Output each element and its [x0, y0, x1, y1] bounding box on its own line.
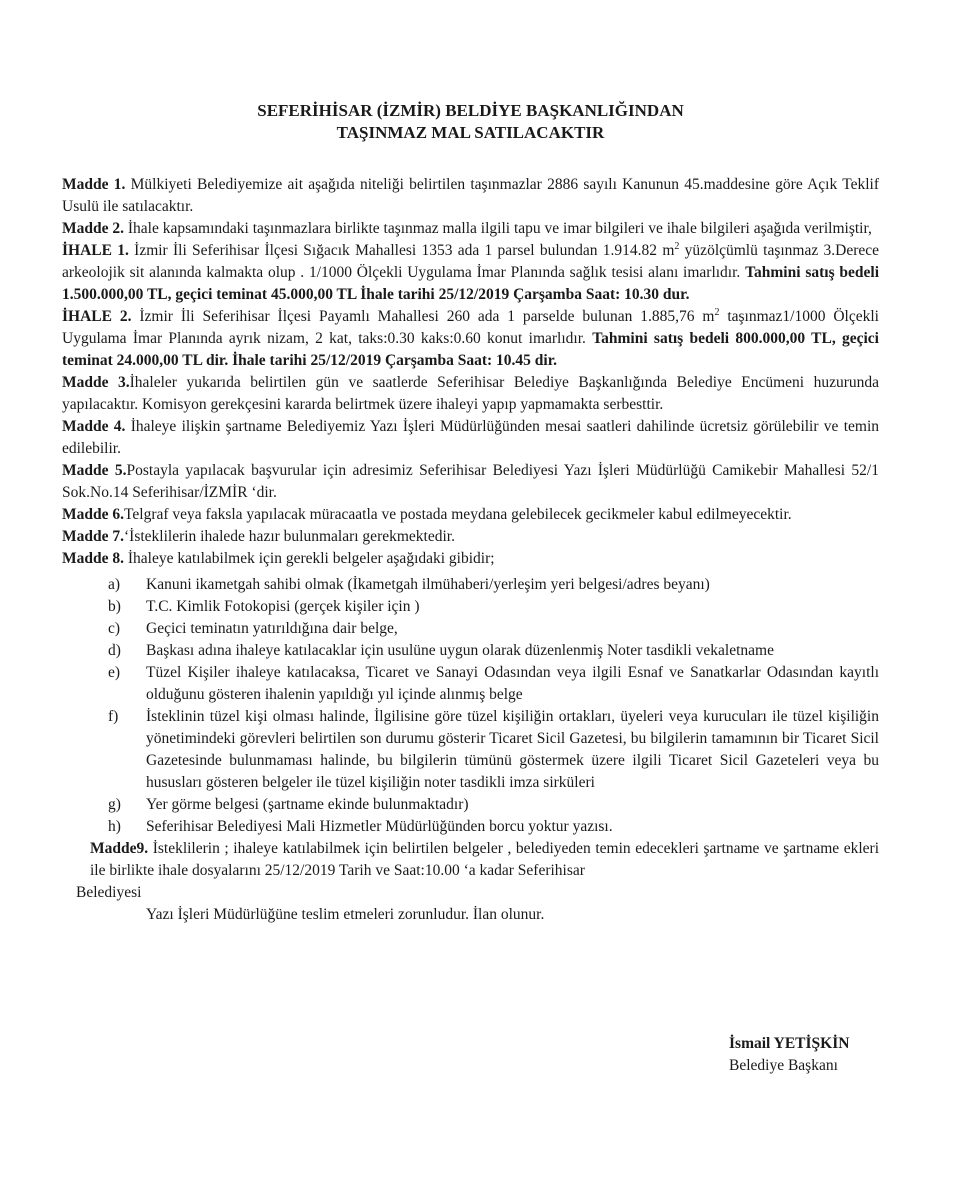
list-item [62, 618, 879, 640]
article-8-label: Madde 8. [62, 550, 124, 567]
tender-2-sup: 2 [714, 306, 720, 318]
list-item-text: Geçici teminatın yatırıldığına dair belge, [146, 620, 398, 637]
list-item-mark: f) [108, 708, 119, 725]
tender-2-text-2: taşınmaz1/1000 Ölçekli Uygulama İmar Planında ayrık nizam, 2 kat, taks:0.30 kaks:0.60 konut imarlıdır. [62, 308, 879, 347]
article-2 [62, 218, 879, 240]
tender-1-price: Tahmini satış bedeli 1.500.000,00 TL, geçici teminat 45.000,00 TL İhale tarihi 25/12/2019 Çarşamba Saat: 10.30 dur. [62, 264, 879, 303]
article-8-text: İhaleye katılabilmek için gerekli belgeler aşağıdaki gibidir; [124, 550, 495, 567]
tender-2 [62, 306, 879, 372]
article-4 [62, 416, 879, 460]
article-1-label: Madde 1. [62, 176, 126, 193]
list-item-text: Kanuni ikametgah sahibi olmak (İkametgah ilmühaberi/yerleşim yeri belgesi/adres beyanı) [146, 576, 710, 593]
document-title [62, 100, 879, 144]
article-9-label: Madde9. [90, 840, 149, 857]
list-item-text: Yer görme belgesi (şartname ekinde bulunmaktadır) [146, 796, 469, 813]
article-3-text: İhaleler yukarıda belirtilen gün ve saatlerde Seferihisar Belediye Başkanlığında Belediye Encümeni huzurunda yapılacaktır. Komisyon gerekçesini kararda belirtmek üzere ihaleyi yapıp yapmamakta serbesttir. [62, 374, 880, 413]
title-line-1: SEFERİHİSAR (İZMİR) BELDİYE BAŞKANLIĞINDAN [257, 101, 684, 120]
list-item-text: T.C. Kimlik Fotokopisi (gerçek kişiler için ) [146, 598, 420, 615]
signatory-name: İsmail YETİŞKİN [729, 1035, 850, 1052]
article-5-label: Madde 5. [62, 462, 127, 479]
list-item-mark: h) [108, 818, 121, 835]
list-item-text: Tüzel Kişiler ihaleye katılacaksa, Ticaret ve Sanayi Odasından veya ilgili Esnaf ve Sanatkarlar Odasından kayıtlı olduğunu gösteren ihalenin yapıldığı yıl içinde alınmış belge [146, 664, 879, 703]
list-item-text: Başkası adına ihaleye katılacaklar için usulüne uygun olarak düzenlenmiş Noter tasdikli vekaletname [146, 642, 774, 659]
article-9-line-3: Yazı İşleri Müdürlüğüne teslim etmeleri zorunludur. İlan olunur. [146, 906, 545, 923]
signatory-title: Belediye Başkanı [729, 1057, 838, 1074]
article-7 [62, 526, 879, 548]
article-6-label: Madde 6. [62, 506, 124, 523]
article-5 [62, 460, 879, 504]
list-item-mark: b) [108, 598, 121, 615]
tender-1-sup: 2 [674, 240, 680, 252]
article-7-label: Madde 7. [62, 528, 124, 545]
article-3-label: Madde 3. [62, 374, 130, 391]
list-item [62, 662, 879, 706]
tender-1-text: İzmir İli Seferihisar İlçesi Sığacık Mahallesi 1353 ada 1 parsel bulundan 1.914.82 m [128, 242, 675, 259]
list-item [62, 816, 879, 838]
article-6 [62, 504, 879, 526]
article-2-text: İhale kapsamındaki taşınmazlara birlikte taşınmaz malla ilgili tapu ve imar bilgileri ve ihale bilgileri aşağıda verilmiştir, [124, 220, 872, 237]
list-item-mark: e) [108, 664, 121, 681]
list-item-mark: a) [108, 576, 121, 593]
article-4-label: Madde 4. [62, 418, 126, 435]
article-2-label: Madde 2. [62, 220, 124, 237]
list-item [62, 596, 879, 618]
article-4-text: İhaleye ilişkin şartname Belediyemiz Yazı İşleri Müdürlüğünden mesai saatleri dahilinde ücretsiz görülebilir ve temin edilebilir. [62, 418, 880, 457]
tender-2-text: İzmir İli Seferihisar İlçesi Payamlı Mahallesi 260 ada 1 parselde bulunan 1.885,76 m [131, 308, 715, 325]
list-item-mark: g) [108, 796, 121, 813]
tender-1-text-2: yüzölçümlü taşınmaz 3.Derece arkeolojik sit alanında kalmakta olup . 1/1000 Ölçekli Uygulama İmar Planında sağlık tesisi alanı imarlıdır. [62, 242, 880, 281]
list-item-text: Seferihisar Belediyesi Mali Hizmetler Müdürlüğünden borcu yoktur yazısı. [146, 818, 613, 835]
list-item-text: İsteklinin tüzel kişi olması halinde, İlgilisine göre tüzel kişiliğin ortakları, üyeleri veya kurucuları ile tüzel kişiliğin yönetimindeki görevleri belirtilen son durumu gösterir Ticaret Sicil Gazetesi, bu bilgilerin tamamının bir Ticaret Sicil Gazetesinde bulunmaması halinde, bu bilgilerin tümünü göstermek üzere ilgili Ticaret Sicil Gazeteleri veya bu hususları gösteren belgeler ile tüzel kişiliğin noter tasdikli imza sirküleri [146, 708, 879, 791]
list-item [62, 794, 879, 816]
list-item [62, 640, 879, 662]
signature-block [729, 1033, 849, 1077]
article-9 [62, 838, 879, 882]
article-9-text: İsteklilerin ; ihaleye katılabilmek için belirtilen belgeler , belediyeden temin edecekleri şartname ve şartname ekleri ile birlikte ihale dosyalarını 25/12/2019 Tarih ve Saat:10.00 ‘a kadar Seferihisar [90, 840, 879, 879]
article-9-line-2: Belediyesi [76, 884, 142, 901]
article-3 [62, 372, 879, 416]
title-line-2: TAŞINMAZ MAL SATILACAKTIR [336, 123, 605, 142]
required-documents-list [62, 574, 879, 838]
tender-1-label: İHALE 1. [62, 242, 129, 259]
list-item-mark: c) [108, 620, 121, 637]
article-6-text: Telgraf veya faksla yapılacak müracaatla ve postada meydana gelebilecek gecikmeler kabul edilmeyecektir. [124, 506, 792, 523]
list-item [62, 574, 879, 596]
tender-2-price: Tahmini satış bedeli 800.000,00 TL, geçici teminat 24.000,00 TL dir. İhale tarihi 25/12/2019 Çarşamba Saat: 10.45 dir. [62, 330, 879, 369]
article-1 [62, 174, 879, 218]
tender-2-label: İHALE 2. [62, 308, 132, 325]
article-7-text: ‘İsteklilerin ihalede hazır bulunmaları gerekmektedir. [124, 528, 455, 545]
list-item-mark: d) [108, 642, 121, 659]
list-item [62, 706, 879, 794]
article-8 [62, 548, 879, 570]
tender-1 [62, 240, 879, 306]
article-1-text: Mülkiyeti Belediyemize ait aşağıda niteliği belirtilen taşınmazlar 2886 sayılı Kanunun 45.maddesine göre Açık Teklif Usulü ile satılacaktır. [62, 176, 880, 215]
article-5-text: Postayla yapılacak başvurular için adresimiz Seferihisar Belediyesi Yazı İşleri Müdürlüğü Camikebir Mahallesi 52/1 Sok.No.14 Seferihisar/İZMİR ‘dir. [62, 462, 879, 501]
